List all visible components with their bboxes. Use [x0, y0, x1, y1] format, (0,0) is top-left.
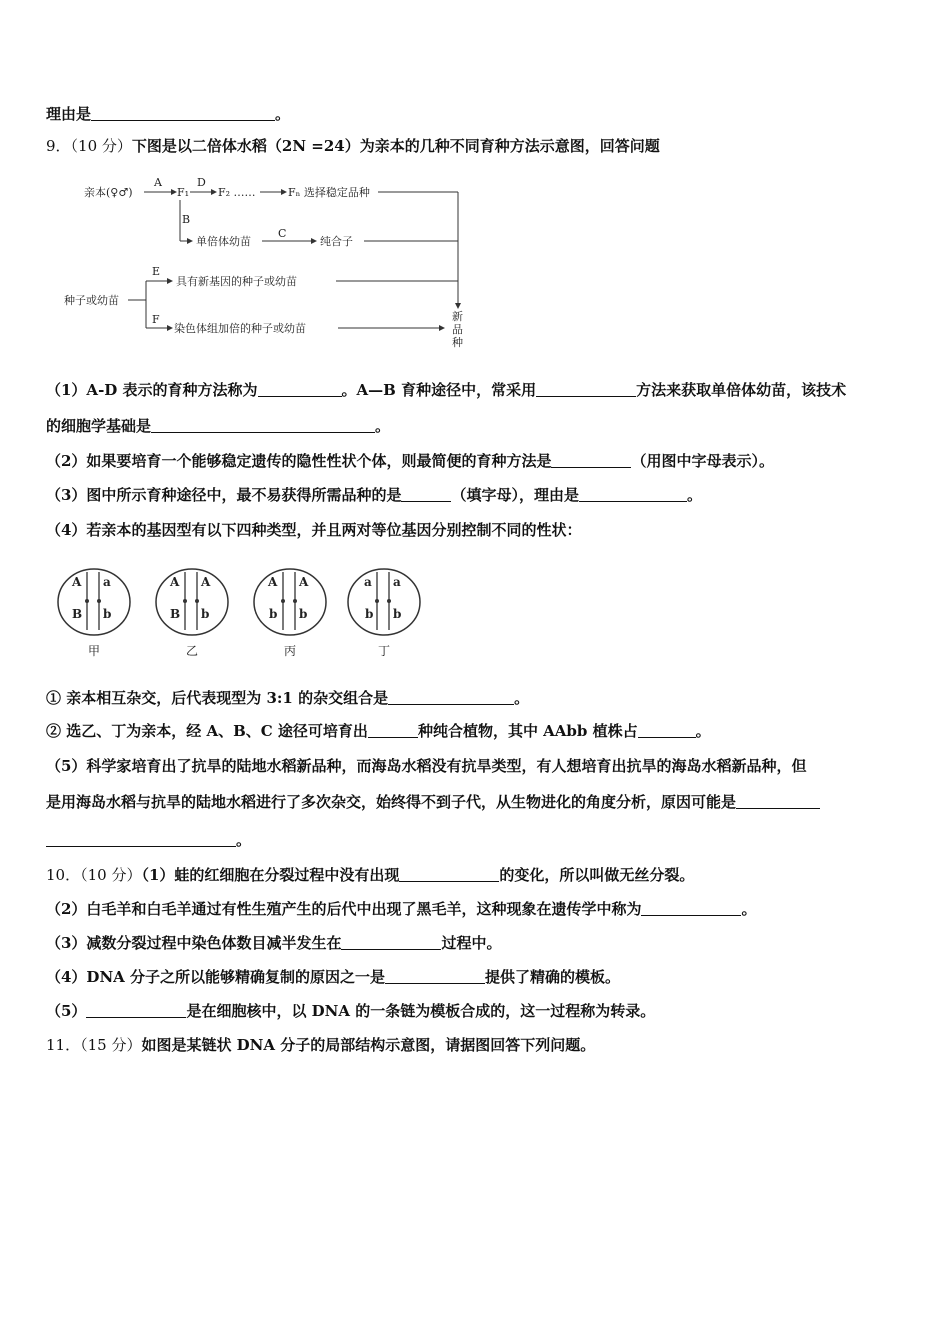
q10-p1-blank[interactable]	[399, 867, 499, 882]
q10-p2-blank[interactable]	[641, 901, 741, 916]
diagram-parent: 亲本(♀♂)	[84, 186, 133, 199]
diagram-haploid: 单倍体幼苗	[196, 235, 251, 248]
svg-text:A: A	[201, 575, 211, 589]
q9-p3-blank2[interactable]	[579, 487, 687, 502]
q8-reason-label: 理由是	[46, 105, 92, 123]
q9-p1-blank1[interactable]	[258, 382, 342, 397]
genotype-cells	[50, 560, 430, 660]
q10-part4: （4）DNA 分子之所以能够精确复制的原因之一是 提供了精确的模板。	[46, 968, 621, 986]
svg-text:b: b	[269, 607, 278, 621]
cell-yi	[156, 569, 228, 658]
q9-part5-line2: 是用海岛水稻与抗旱的陆地水稻进行了多次杂交，始终得不到子代，从生物进化的角度分析，原因可能是	[46, 792, 820, 812]
q9-p5-blank2[interactable]	[46, 832, 236, 847]
svg-text:b: b	[201, 607, 210, 621]
svg-text:a: a	[103, 575, 111, 589]
cell-label-yi: 乙	[186, 644, 199, 658]
cell-label-ding: 丁	[378, 644, 391, 658]
diagram-f1: F₁	[177, 186, 190, 199]
diagram-seed: 种子或幼苗	[64, 294, 119, 307]
q10-number: 10．	[46, 866, 81, 884]
q9-part4-sub1: ① 亲本相互杂交，后代表现型为 3:1 的杂交组合是 。	[46, 689, 530, 707]
diagram-new-variety-2: 品	[452, 323, 463, 336]
q9-part4: （4）若亲本的基因型有以下四种类型，并且两对等位基因分别控制不同的性状：	[46, 521, 582, 539]
q9-score: （10 分）	[70, 137, 132, 155]
q9-part3: （3）图中所示育种途径中，最不易获得所需品种的是 （填字母），理由是 。	[46, 486, 702, 504]
q10-p3-blank[interactable]	[341, 935, 441, 950]
q8-reason-line: 理由是 。	[46, 105, 291, 123]
q8-reason-blank[interactable]	[91, 106, 275, 121]
q9-part4-sub2: ② 选乙、丁为亲本，经 A、B、C 途径可培育出 种纯合植物，其中 AAbb 植株占 。	[46, 722, 711, 740]
q10-part2: （2）白毛羊和白毛羊通过有性生殖产生的后代中出现了黑毛羊，这种现象在遗传学中称为 。	[46, 900, 757, 918]
q10-part3: （3）减数分裂过程中染色体数目减半发生在 过程中。	[46, 934, 502, 952]
svg-text:a: a	[364, 575, 372, 589]
diagram-e-branch: 具有新基因的种子或幼苗	[176, 275, 297, 288]
diagram-homozygote: 纯合子	[320, 235, 353, 248]
q9-p1-blank3[interactable]	[151, 418, 375, 433]
cell-label-bing: 丙	[284, 644, 297, 658]
diagram-fn: Fₙ 选择稳定品种	[288, 186, 370, 199]
q11-text: 如图是某链状 DNA 分子的局部结构示意图，请据图回答下列问题。	[141, 1036, 596, 1054]
svg-text:b: b	[103, 607, 112, 621]
q9-part5-line3: 。	[46, 830, 251, 850]
svg-text:A: A	[72, 575, 82, 589]
diagram-label-e: E	[152, 265, 161, 278]
q11-header	[46, 1035, 595, 1055]
q11-score: （15 分）	[80, 1036, 142, 1054]
svg-text:A: A	[299, 575, 309, 589]
svg-text:A: A	[268, 575, 278, 589]
q9-p5-blank1[interactable]	[736, 794, 820, 809]
svg-text:A: A	[170, 575, 180, 589]
q10-part1: 10．（10 分）（1）蛙的红细胞在分裂过程中没有出现 的变化，所以叫做无丝分裂。	[46, 866, 695, 884]
cell-ding	[348, 569, 420, 658]
q9-header	[46, 136, 660, 156]
q9-p3-blank1[interactable]	[401, 487, 451, 502]
svg-text:b: b	[393, 607, 402, 621]
q9-number: 9．	[46, 137, 71, 155]
q10-part5: （5） 是在细胞核中，以 DNA 的一条链为模板合成的，这一过程称为转录。	[46, 1002, 656, 1020]
q9-part1-line1: （1）A-D 表示的育种方法称为 。A—B 育种途径中，常采用 方法来获取单倍体幼苗，该技术	[46, 381, 847, 399]
q9-p2-blank[interactable]	[551, 453, 631, 468]
diagram-label-b: B	[182, 213, 191, 226]
svg-text:b: b	[299, 607, 308, 621]
diagram-label-c: C	[278, 227, 287, 240]
q9-p4-2-blank1[interactable]	[368, 723, 418, 738]
q9-p1-blank2[interactable]	[536, 382, 636, 397]
q10-p5-blank[interactable]	[86, 1003, 186, 1018]
q9-part1-line2: 的细胞学基础是 。	[46, 417, 391, 435]
q11-number: 11．	[46, 1036, 81, 1054]
q9-p4-1-blank[interactable]	[388, 690, 514, 705]
diagram-label-f: F	[152, 313, 160, 326]
svg-text:B: B	[170, 607, 181, 621]
q9-part2: （2）如果要培育一个能够稳定遗传的隐性性状个体，则最简便的育种方法是 （用图中字母表示）。	[46, 452, 774, 470]
breeding-diagram	[60, 168, 480, 358]
q9-intro: 下图是以二倍体水稻（2N =24）为亲本的几种不同育种方法示意图，回答问题	[131, 137, 660, 155]
diagram-label-d: D	[197, 176, 206, 189]
diagram-label-a: A	[154, 176, 162, 189]
diagram-f2: F₂ ……	[218, 186, 256, 199]
diagram-f-branch: 染色体组加倍的种子或幼苗	[174, 322, 306, 335]
svg-text:b: b	[365, 607, 374, 621]
cell-bing	[254, 569, 326, 658]
q9-p4-2-blank2[interactable]	[638, 723, 696, 738]
q10-score: （10 分）	[80, 866, 142, 884]
diagram-new-variety-3: 种	[452, 336, 463, 349]
cell-jia	[58, 569, 130, 658]
cell-label-jia: 甲	[88, 644, 101, 658]
q10-p4-blank[interactable]	[385, 969, 485, 984]
diagram-new-variety-1: 新	[452, 310, 463, 323]
q9-part5-line1: （5）科学家培育出了抗旱的陆地水稻新品种，而海岛水稻没有抗旱类型，有人想培育出抗旱的海岛水稻新品种，但	[46, 757, 807, 775]
svg-text:a: a	[393, 575, 401, 589]
svg-text:B: B	[72, 607, 83, 621]
